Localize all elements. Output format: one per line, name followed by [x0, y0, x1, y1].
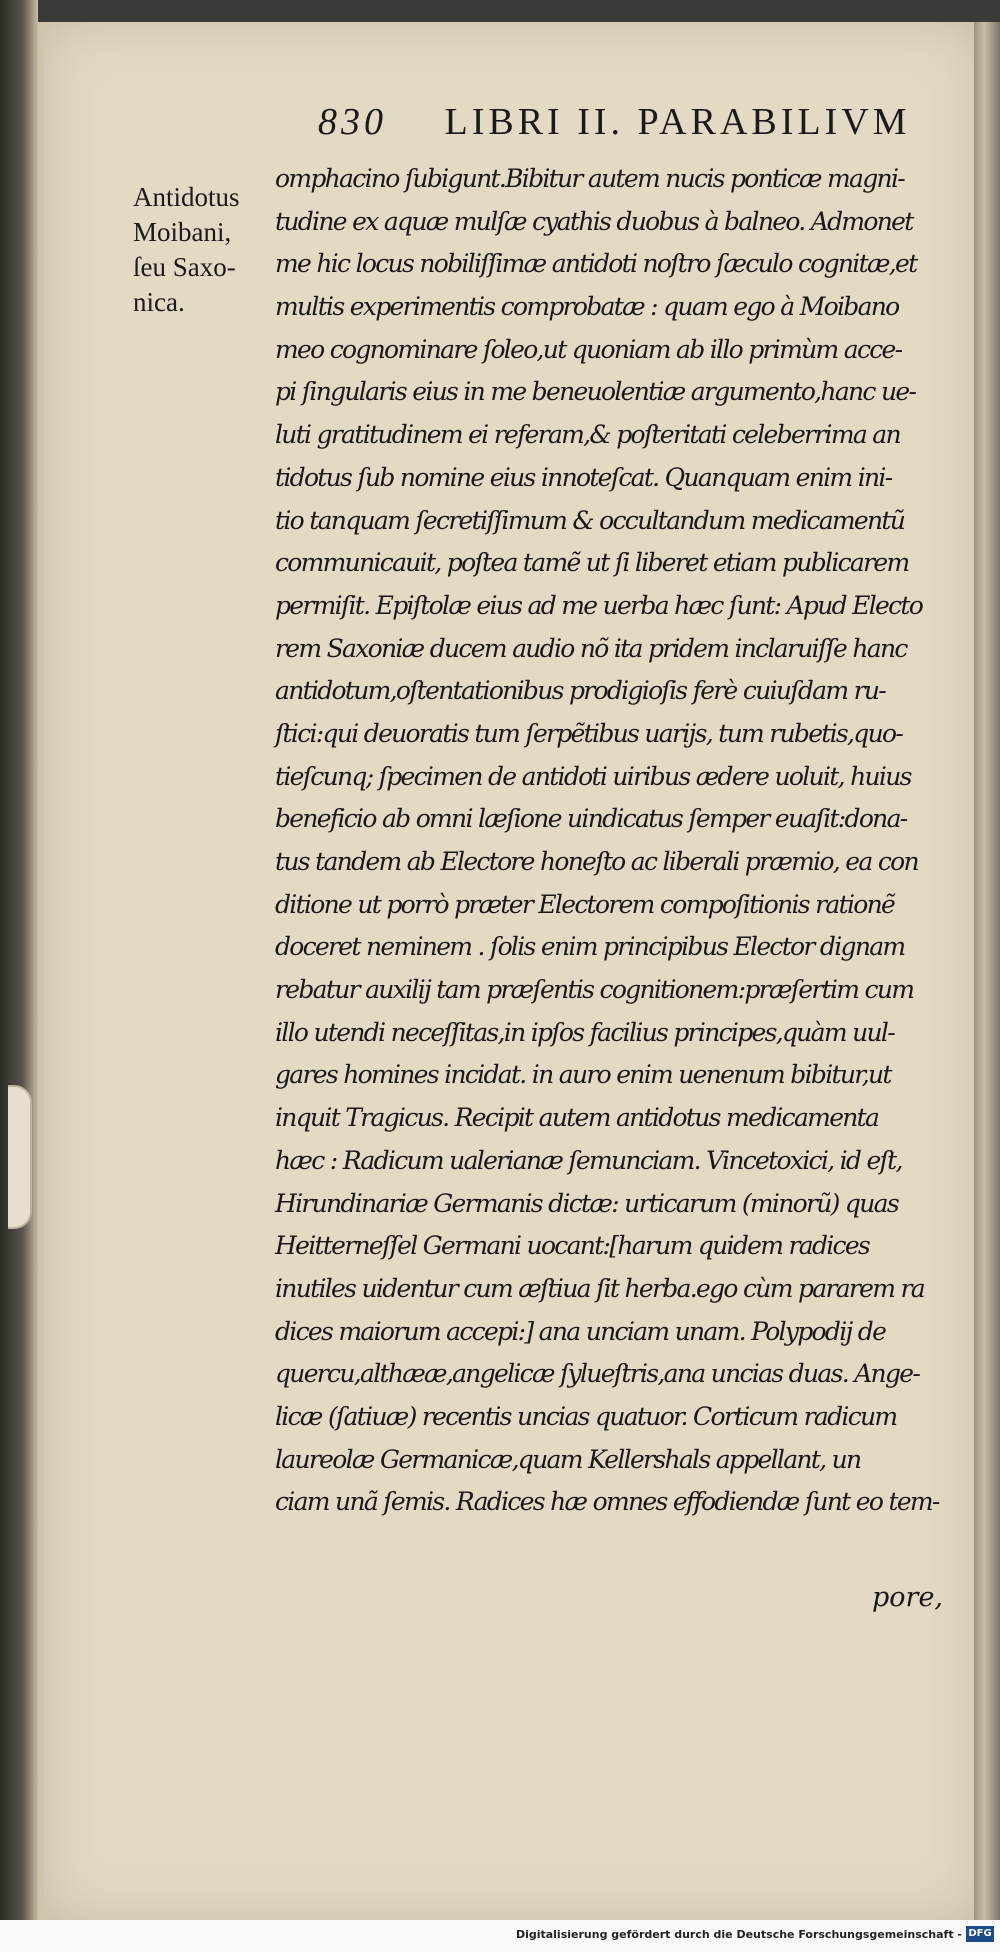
text-line: ciam unã ſemis. Radices hæ omnes effodiendæ ſunt eo tem-: [275, 1487, 939, 1517]
margin-note-line: ſeu Saxo-: [133, 252, 236, 282]
text-line: me hic locus nobiliſſimæ antidoti noſtro ſæculo cognitæ,et: [275, 249, 917, 279]
text-line: inquit Tragicus. Recipit autem antidotus medicamenta: [275, 1103, 879, 1133]
text-line: tio tanquam ſecretiſſimum & occultandum medicamentũ: [275, 505, 905, 535]
text-line: Heitterneſſel Germani uocant:[harum quidem radices: [275, 1231, 870, 1261]
text-line: dices maiorum accepi:] ana unciam unam. Polypodij de: [275, 1316, 886, 1346]
text-line: laureolæ Germanicæ,quam Kellershals appellant, un: [275, 1444, 861, 1474]
text-line: communicauit, poſtea tamẽ ut ſi liberet etiam publicarem: [275, 548, 909, 578]
page-tab-marker: [8, 1085, 32, 1229]
text-line: tus tandem ab Electore honeſto ac liberali præmio, ea con: [275, 847, 918, 876]
text-line: omphacino ſubigunt.Bibitur autem nucis ponticæ magni-: [275, 164, 905, 193]
text-line: luti gratitudinem ei referam,& poſteritati celeberrima an: [275, 420, 900, 450]
body-text: [275, 158, 965, 1524]
text-line: pi ſingularis eius in me beneuolentiæ argumento,hanc ue-: [275, 377, 916, 407]
text-line: tudine ex aquæ mulſæ cyathis duobus à balneo. Admonet: [275, 206, 913, 236]
text-line: quercu,althææ,angelicæ ſylueſtris,ana uncias duas. Ange-: [275, 1359, 920, 1389]
text-line: ditione ut porrò præter Electorem compoſitionis rationẽ: [275, 889, 895, 919]
text-line: tidotus ſub nomine eius innoteſcat. Quanquam enim ini-: [275, 462, 892, 492]
text-line: hæc : Radicum ualerianæ ſemunciam. Vincetoxici, id eſt,: [275, 1145, 902, 1175]
text-line: licæ (ſatiuæ) recentis uncias quatuor. Corticum radicum: [275, 1401, 897, 1431]
footer-credit: Digitalisierung gefördert durch die Deutsche Forschungsgemeinschaft -: [515, 1928, 962, 1941]
margin-note: [133, 180, 273, 320]
book-spine: [0, 0, 38, 1952]
text-line: meo cognominare ſoleo,ut quoniam ab illo primùm acce-: [275, 334, 902, 364]
running-title: LIBRI II. PARABILIVM: [444, 101, 911, 143]
margin-note-line: nica.: [133, 287, 185, 317]
text-line: tieſcunq; ſpecimen de antidoti uiribus ædere uoluit, huius: [275, 761, 911, 791]
text-line: illo utendi neceſſitas,in ipſos facilius principes,quàm uul-: [275, 1017, 894, 1047]
catchword: pore,: [872, 1582, 944, 1613]
footer-bar: [0, 1920, 1000, 1952]
text-line: antidotum,oſtentationibus prodigioſis ferè cuiuſdam ru-: [275, 676, 886, 706]
text-line: ſtici:qui deuoratis tum ſerpẽtibus uarijs, tum rubetis,quo-: [275, 718, 903, 748]
text-line: gares homines incidat. in auro enim uenenum bibitur,ut: [275, 1060, 891, 1090]
page-number: 830: [318, 101, 387, 143]
text-line: multis experimentis comprobatæ : quam ego à Moibano: [275, 292, 899, 322]
text-line: beneficio ab omni læſione uindicatus ſemper euaſit:dona-: [275, 804, 907, 834]
margin-note-line: Moibani,: [133, 217, 232, 247]
running-header: [318, 100, 911, 144]
margin-note-line: Antidotus: [133, 182, 240, 212]
page-edge: [974, 22, 1000, 1920]
text-line: doceret neminem . ſolis enim principibus Elector dignam: [275, 932, 905, 962]
text-line: permiſit. Epiſtolæ eius ad me uerba hæc ſunt: Apud Electo: [275, 590, 923, 620]
text-line: rem Saxoniæ ducem audio nõ ita pridem inclaruiſſe hanc: [275, 633, 907, 663]
text-line: inutiles uidentur cum æſtiua ſit herba.ego cùm pararem ra: [275, 1273, 924, 1303]
text-line: Hirundinariæ Germanis dictæ: urticarum (minorũ) quas: [275, 1188, 898, 1218]
text-line: rebatur auxilij tam præſentis cognitionem:præſertim cum: [275, 975, 914, 1005]
dfg-logo-icon: DFG: [966, 1926, 994, 1942]
